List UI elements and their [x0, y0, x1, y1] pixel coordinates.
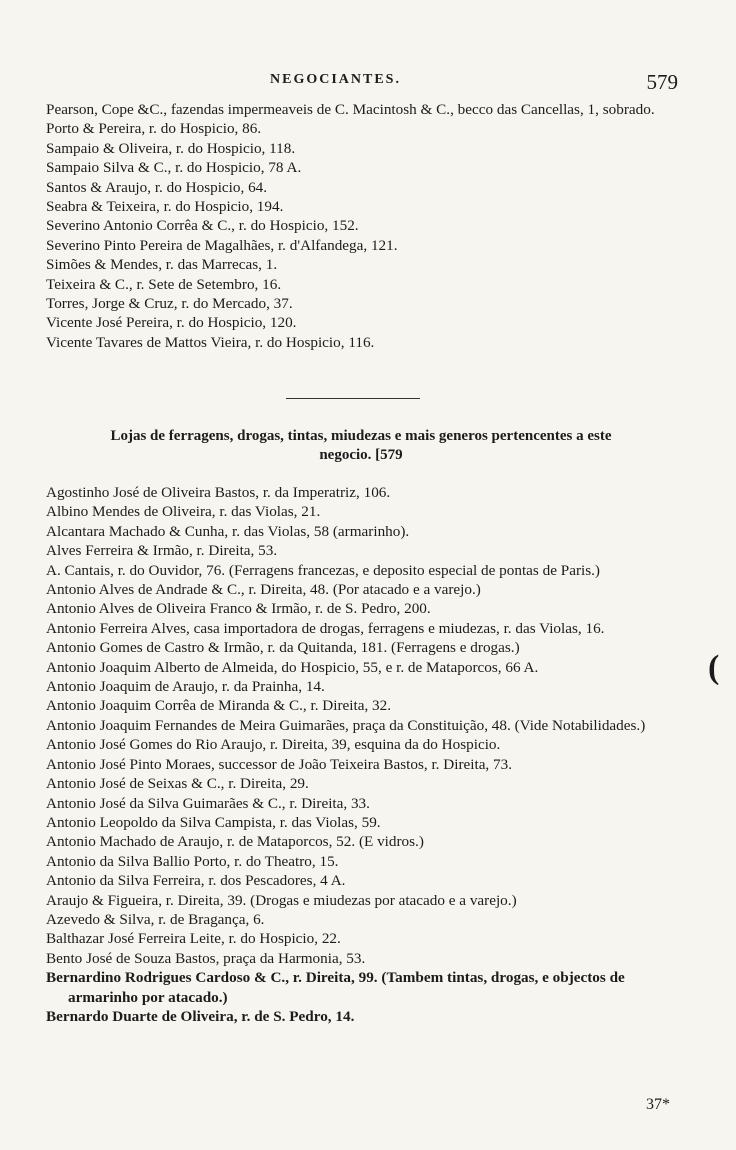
- list-entry: Agostinho José de Oliveira Bastos, r. da Imperatriz, 106.: [46, 484, 391, 501]
- list-entry: Alves Ferreira & Irmão, r. Direita, 53.: [46, 542, 278, 560]
- merchant-list-negociantes: [46, 100, 676, 352]
- list-entry: Teixeira & C., r. Sete de Setembro, 16.: [46, 275, 282, 293]
- list-entry: Vicente Tavares de Mattos Vieira, r. do Hospicio, 116.: [46, 333, 375, 351]
- margin-bracket-mark: (: [708, 649, 720, 686]
- list-entry: Balthazar José Ferreira Leite, r. do Hospicio, 22.: [46, 930, 341, 948]
- list-entry: Sampaio & Oliveira, r. do Hospicio, 118.: [46, 139, 296, 157]
- page-header: [0, 70, 736, 94]
- list-entry: Antonio Joaquim Corrêa de Miranda & C., r. Direita, 32.: [46, 697, 392, 715]
- list-entry: Azevedo & Silva, r. de Bragança, 6.: [46, 910, 265, 928]
- merchant-list-lojas: [46, 483, 676, 1026]
- list-entry: Antonio José de Seixas & C., r. Direita, 29.: [46, 775, 309, 793]
- list-entry: Antonio Leopoldo da Silva Campista, r. das Violas, 59.: [46, 813, 381, 831]
- list-entry: Pearson, Cope &C., fazendas impermeaveis de C. Macintosh & C., becco das Cancellas, 1, sobrado.: [46, 101, 655, 118]
- list-entry: Vicente José Pereira, r. do Hospicio, 120.: [46, 314, 297, 332]
- list-entry: Santos & Araujo, r. do Hospicio, 64.: [46, 178, 268, 196]
- list-entry: Antonio da Silva Ferreira, r. dos Pescadores, 4 A.: [46, 872, 346, 890]
- list-entry: Antonio José Gomes do Rio Araujo, r. Direita, 39, esquina da do Hospicio.: [46, 736, 501, 754]
- list-entry: Bernardo Duarte de Oliveira, r. de S. Pedro, 14.: [46, 1007, 355, 1025]
- list-entry: Antonio Alves de Andrade & C., r. Direita, 48. (Por atacado e a varejo.): [46, 581, 481, 599]
- section-heading-line-1: Lojas de ferragens, drogas, tintas, miudezas e mais generos pertencentes a este: [110, 428, 612, 444]
- signature-folio: 37*: [646, 1096, 670, 1113]
- list-entry: Albino Mendes de Oliveira, r. das Violas, 21.: [46, 503, 321, 521]
- list-entry: Bento José de Souza Bastos, praça da Harmonia, 53.: [46, 949, 366, 967]
- list-entry: Antonio da Silva Ballio Porto, r. do Theatro, 15.: [46, 852, 339, 870]
- running-title: NEGOCIANTES.: [270, 72, 401, 87]
- list-entry: Torres, Jorge & Cruz, r. do Mercado, 37.: [46, 295, 293, 313]
- list-entry: Antonio Gomes de Castro & Irmão, r. da Quitanda, 181. (Ferragens e drogas.): [46, 639, 520, 657]
- list-entry: Simões & Mendes, r. das Marrecas, 1.: [46, 256, 278, 274]
- list-entry: Antonio Joaquim Fernandes de Meira Guimarães, praça da Constituição, 48. (Vide Notabilidades.): [46, 716, 646, 734]
- list-entry: Seabra & Teixeira, r. do Hospicio, 194.: [46, 198, 284, 216]
- list-entry: Antonio Ferreira Alves, casa importadora de drogas, ferragens e miudezas, r. das Violas, 16.: [46, 619, 605, 637]
- list-entry: Porto & Pereira, r. do Hospicio, 86.: [46, 120, 262, 138]
- list-entry: Antonio Joaquim de Araujo, r. da Prainha, 14.: [46, 678, 325, 696]
- list-entry: Bernardino Rodrigues Cardoso & C., r. Direita, 99. (Tambem tintas, drogas, e objectos de armarinho por atacado.): [46, 969, 625, 1006]
- section-heading-line-2: negocio. [579: [319, 447, 403, 463]
- list-entry: Antonio José Pinto Moraes, successor de João Teixeira Bastos, r. Direita, 73.: [46, 755, 513, 773]
- list-entry: Antonio José da Silva Guimarães & C., r. Direita, 33.: [46, 794, 370, 812]
- list-entry: Antonio Joaquim Alberto de Almeida, do Hospicio, 55, e r. de Mataporcos, 66 A.: [46, 658, 539, 676]
- list-entry: Antonio Machado de Araujo, r. de Mataporcos, 52. (E vidros.): [46, 833, 424, 851]
- list-entry: Antonio Alves de Oliveira Franco & Irmão, r. de S. Pedro, 200.: [46, 600, 431, 618]
- list-entry: Araujo & Figueira, r. Direita, 39. (Drogas e miudezas por atacado e a varejo.): [46, 891, 517, 909]
- list-entry: A. Cantais, r. do Ouvidor, 76. (Ferragens francezas, e deposito especial de pontas de Paris.): [46, 561, 600, 579]
- list-entry: Sampaio Silva & C., r. do Hospicio, 78 A.: [46, 159, 302, 177]
- page-number: 579: [646, 70, 678, 94]
- section-divider: [286, 398, 420, 399]
- list-entry: Alcantara Machado & Cunha, r. das Violas, 58 (armarinho).: [46, 522, 410, 540]
- list-entry: Severino Pinto Pereira de Magalhães, r. d'Alfandega, 121.: [46, 236, 398, 254]
- list-entry: Severino Antonio Corrêa & C., r. do Hospicio, 152.: [46, 217, 359, 235]
- section-heading: [46, 427, 676, 465]
